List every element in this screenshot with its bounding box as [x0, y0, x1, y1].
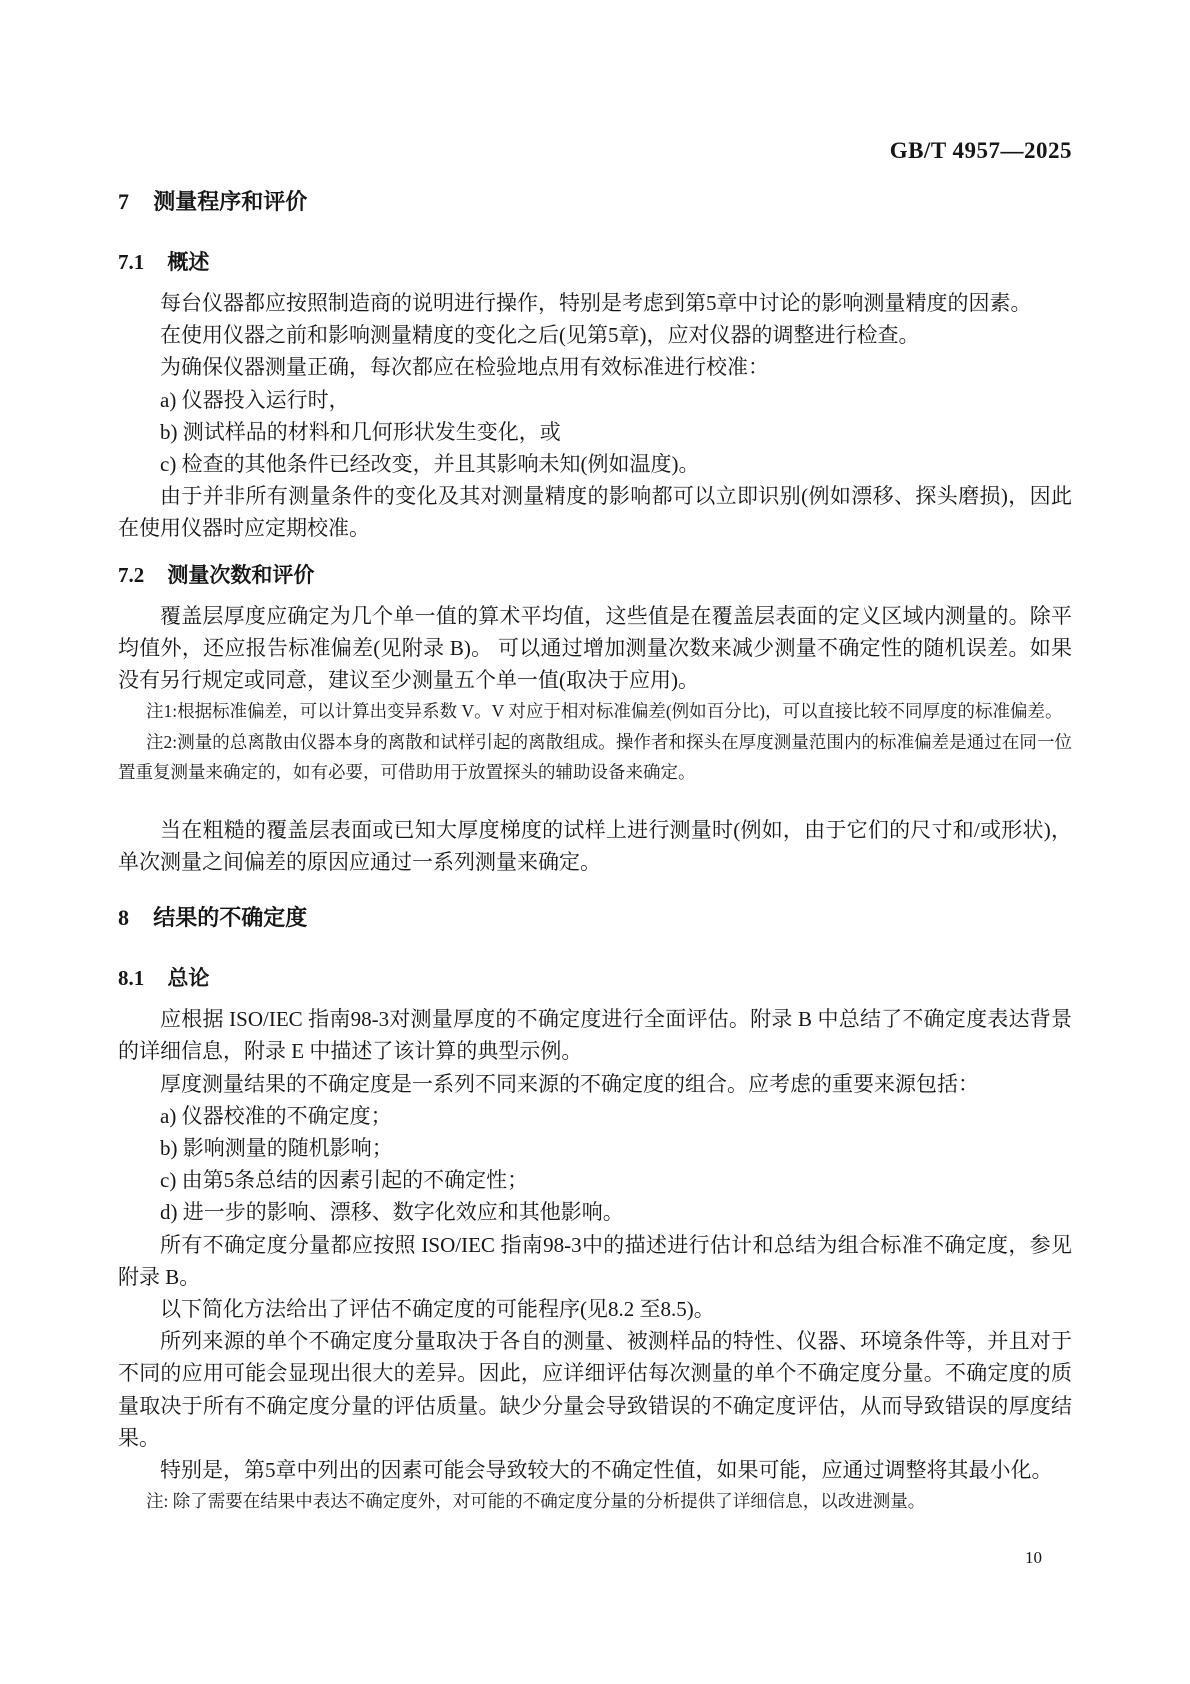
paragraph: 在使用仪器之前和影响测量精度的变化之后(见第5章)，应对仪器的调整进行检查。: [160, 323, 920, 348]
chapter-title: 结果的不确定度: [153, 905, 308, 931]
paragraph: 当在粗糙的覆盖层表面或已知大厚度梯度的试样上进行测量时(例如，由于它们的尺寸和/或形状)，单次测量之间偏差的原因应通过一系列测量来确定。: [118, 817, 1072, 874]
paragraph: 覆盖层厚度应确定为几个单一值的算术平均值，这些值是在覆盖层表面的定义区域内测量的。除平均值外，还应报告标准偏差(见附录 B)。 可以通过增加测量次数来减少测量不确定性的随机误差。如果没有另行规定或同意，建议至少测量五个单一值(取决于应用)。: [118, 603, 1072, 693]
paragraph: 由于并非所有测量条件的变化及其对测量精度的影响都可以立即识别(例如漂移、探头磨损)，因此在使用仪器时应定期校准。: [118, 484, 1072, 541]
list-item-a: a) 仪器投入运行时，: [160, 387, 350, 412]
list-item-b: b) 测试样品的材料和几何形状发生变化，或: [160, 419, 561, 444]
section-title: 概述: [167, 251, 210, 274]
chapter-title: 测量程序和评价: [153, 189, 308, 214]
chapter-heading-8: [118, 902, 1072, 934]
doc-number: GB/T 4957—2025: [889, 138, 1072, 163]
paragraph: 特别是，第5章中列出的因素可能会导致较大的不确定性值，如果可能，应通过调整将其最小化。: [160, 1457, 1053, 1482]
list-item-c: c) 检查的其他条件已经改变，并且其影响未知(例如温度)。: [160, 452, 700, 477]
paragraph: 所有不确定度分量都应按照 ISO/IEC 指南98-3中的描述进行估计和总结为组合标准不确定度，参见附录 B。: [118, 1232, 1072, 1289]
paragraph: 所列来源的单个不确定度分量取决于各自的测量、被测样品的特性、仪器、环境条件等，并且对于不同的应用可能会显现出很大的差异。因此，应详细评估每次测量的单个不确定度分量。不确定度的质量取决于所有不确定度分量的评估质量。缺少分量会导致错误的不确定度评估，从而导致错误的厚度结果。: [118, 1329, 1072, 1450]
section-title: 总论: [167, 967, 210, 991]
chapter-number: 7: [118, 189, 129, 214]
paragraph: 为确保仪器测量正确，每次都应在检验地点用有效标准进行校准：: [160, 355, 769, 380]
note-2: 注2:测量的总离散由仪器本身的离散和试样引起的离散组成。操作者和探头在厚度测量范围内的标准偏差是通过在同一位置重复测量来确定的，如有必要，可借助用于放置探头的辅助设备来确定。: [118, 731, 1072, 783]
chapter-heading-7: [118, 186, 1072, 218]
section-heading-7-1: [118, 246, 1072, 279]
paragraph: 每台仪器都应按照制造商的说明进行操作，特别是考虑到第5章中讨论的影响测量精度的因素。: [160, 291, 1032, 315]
chapter-number: 8: [118, 905, 129, 931]
section-number: 7.2: [118, 562, 145, 587]
list-item-b: b) 影响测量的随机影响；: [160, 1135, 393, 1160]
paragraph: 应根据 ISO/IEC 指南98-3对测量厚度的不确定度进行全面评估。附录 B 中总结了不确定度表达背景的详细信息，附录 E 中描述了该计算的典型示例。: [118, 1007, 1072, 1064]
section-heading-7-2: [118, 559, 1072, 592]
list-item-c: c) 由第5条总结的因素引起的不确定性；: [160, 1168, 529, 1193]
section-heading-8-1: [118, 962, 1072, 995]
page-number: 10: [1025, 1548, 1042, 1567]
section-title: 测量次数和评价: [167, 563, 315, 587]
list-item-d: d) 进一步的影响、漂移、数字化效应和其他影响。: [160, 1200, 624, 1225]
section-number: 7.1: [118, 250, 145, 274]
section-number: 8.1: [118, 966, 145, 991]
paragraph: 以下简化方法给出了评估不确定度的可能程序(见8.2 至8.5)。: [160, 1296, 715, 1321]
note: 注: 除了需要在结果中表达不确定度外，对可能的不确定度分量的分析提供了详细信息，以改进测量。: [146, 1491, 926, 1512]
paragraph: 厚度测量结果的不确定度是一系列不同来源的不确定度的组合。应考虑的重要来源包括：: [160, 1071, 979, 1096]
list-item-a: a) 仪器校准的不确定度；: [160, 1103, 392, 1128]
note-1: 注1:根据标准偏差，可以计算出变异系数 V。V 对应于相对标准偏差(例如百分比)，可以直接比较不同厚度的标准偏差。: [146, 701, 1063, 722]
